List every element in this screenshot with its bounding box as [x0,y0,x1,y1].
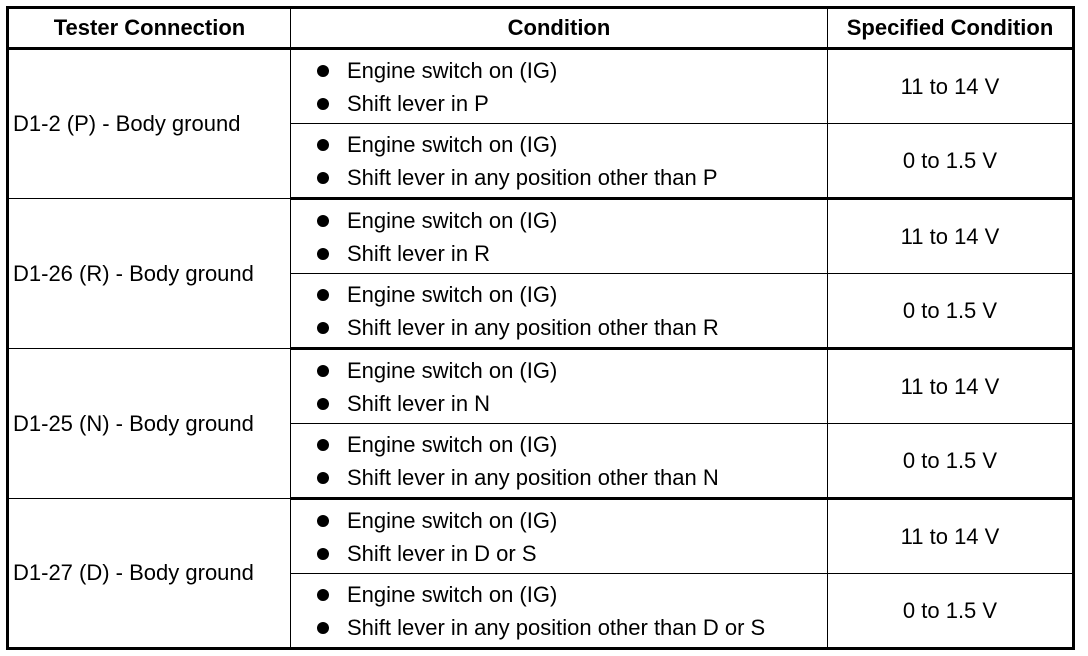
specified-condition-cell: 0 to 1.5 V [828,274,1074,349]
condition-list [317,128,827,194]
condition-item: Engine switch on (IG) [317,504,827,537]
tester-connection-cell: D1-2 (P) - Body ground [8,49,291,199]
tester-connection-cell: D1-27 (D) - Body ground [8,499,291,649]
condition-item: Shift lever in any position other than P [317,161,827,194]
table-row [8,199,1074,274]
condition-list [317,354,827,420]
condition-item: Shift lever in N [317,387,827,420]
condition-cell [291,349,828,424]
condition-list [317,578,827,644]
condition-item: Engine switch on (IG) [317,354,827,387]
condition-item: Engine switch on (IG) [317,578,827,611]
condition-item: Engine switch on (IG) [317,54,827,87]
inspection-table [6,6,1075,650]
condition-cell [291,499,828,574]
condition-cell [291,49,828,124]
condition-list [317,504,827,570]
condition-item: Shift lever in any position other than D or S [317,611,827,644]
specified-condition-cell: 11 to 14 V [828,199,1074,274]
condition-item: Shift lever in R [317,237,827,270]
condition-cell [291,574,828,649]
tester-connection-cell: D1-25 (N) - Body ground [8,349,291,499]
header-specified-condition: Specified Condition [828,8,1074,49]
specified-condition-cell: 0 to 1.5 V [828,424,1074,499]
tester-connection-cell: D1-26 (R) - Body ground [8,199,291,349]
condition-item: Shift lever in any position other than N [317,461,827,494]
condition-list [317,54,827,120]
table-row [8,349,1074,424]
condition-cell [291,124,828,199]
header-condition: Condition [291,8,828,49]
condition-item: Engine switch on (IG) [317,428,827,461]
condition-item: Shift lever in P [317,87,827,120]
condition-cell [291,424,828,499]
condition-cell [291,274,828,349]
condition-list [317,278,827,344]
table-row [8,499,1074,574]
specified-condition-cell: 0 to 1.5 V [828,574,1074,649]
condition-list [317,204,827,270]
condition-item: Shift lever in D or S [317,537,827,570]
condition-cell [291,199,828,274]
condition-item: Shift lever in any position other than R [317,311,827,344]
condition-item: Engine switch on (IG) [317,278,827,311]
condition-item: Engine switch on (IG) [317,128,827,161]
specified-condition-cell: 11 to 14 V [828,499,1074,574]
specified-condition-cell: 0 to 1.5 V [828,124,1074,199]
header-tester-connection: Tester Connection [8,8,291,49]
specified-condition-cell: 11 to 14 V [828,349,1074,424]
condition-list [317,428,827,494]
header-row [8,8,1074,49]
condition-item: Engine switch on (IG) [317,204,827,237]
specified-condition-cell: 11 to 14 V [828,49,1074,124]
table-row [8,49,1074,124]
